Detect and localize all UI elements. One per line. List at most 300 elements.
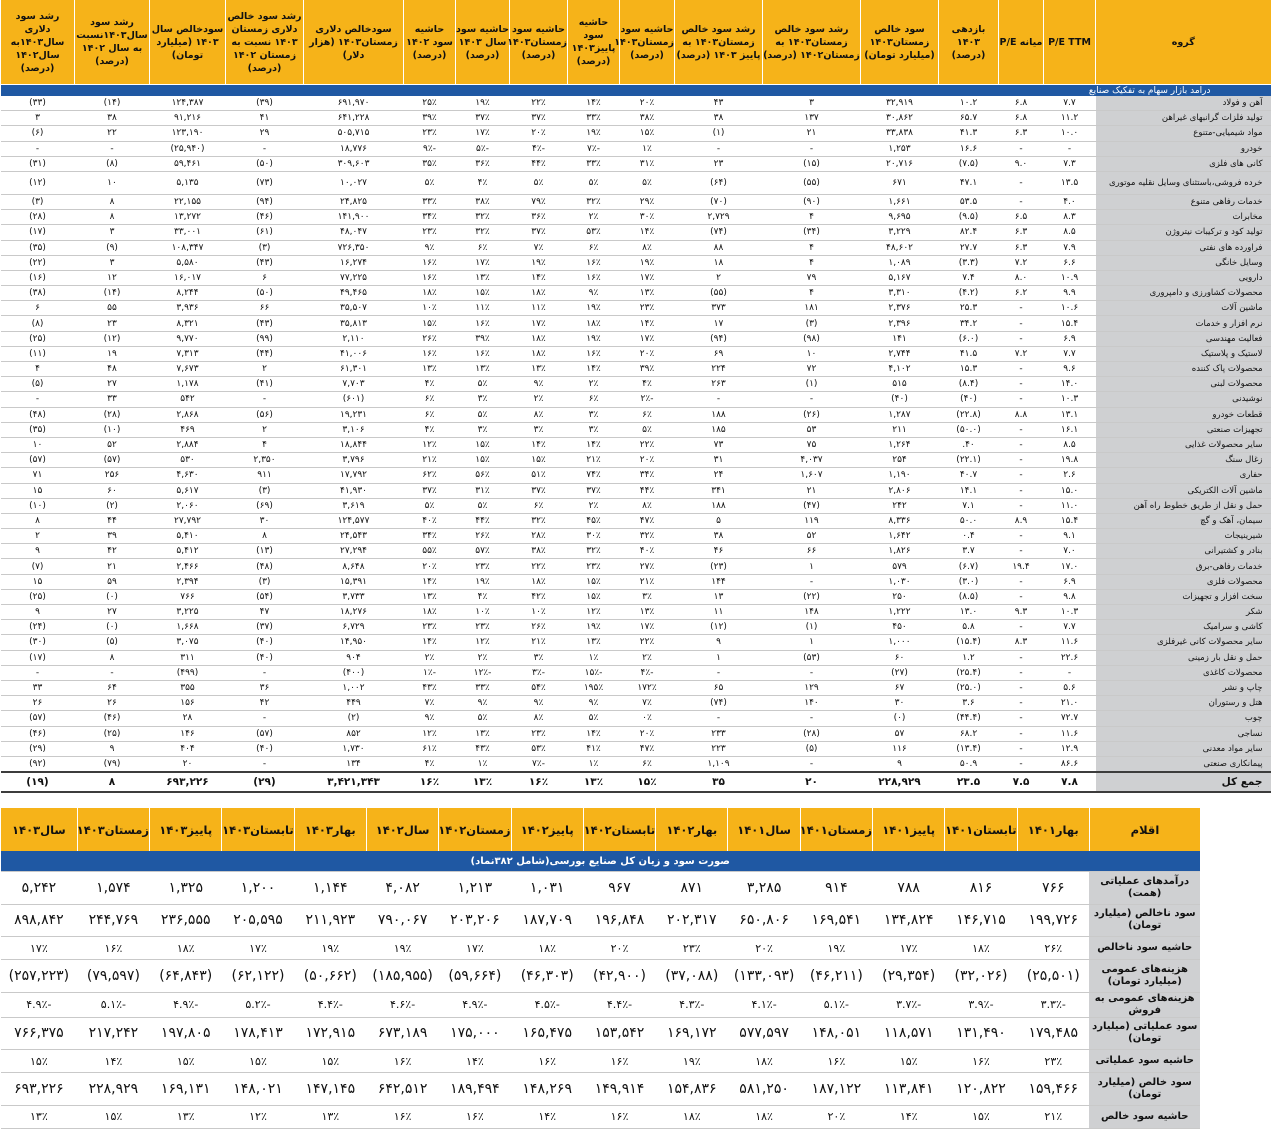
cell-col-7: ۱٪	[620, 141, 675, 156]
cell-col-5: (۳)	[763, 316, 861, 331]
cell-col-1: ۱۷.۰	[1044, 559, 1096, 574]
cell-col-4: ۶۷	[861, 680, 939, 695]
table-row	[1, 141, 1271, 156]
cell-col-13: -	[226, 756, 304, 772]
cell-col-5: (۱)	[763, 620, 861, 635]
cell-col-6: ۳۴۱	[675, 483, 763, 498]
total-col-11: ۱۶٪	[404, 772, 456, 792]
cell-col-12: ۱۷,۷۹۲	[304, 468, 404, 483]
cell-col-14: ۲۸	[150, 711, 226, 726]
cell-col-6: (۱)	[675, 126, 763, 141]
cell-col-9: ۱۵٪	[510, 453, 568, 468]
value-period-7: ۱۹۶,۸۴۸	[583, 904, 655, 937]
value-period-14: -۵.۱٪	[77, 992, 149, 1017]
cell-col-5: (۲۲)	[763, 589, 861, 604]
cell-col-10: ۱۷٪	[456, 255, 510, 270]
value-period-15: ۷۶۶,۳۷۵	[1, 1017, 78, 1050]
cell-col-1: ۴.۰	[1044, 194, 1096, 209]
cell-col-5: ۱۴۸	[763, 605, 861, 620]
cell-col-13: ۲,۳۵۰	[226, 453, 304, 468]
cell-col-9: ۲۲٪	[510, 96, 568, 111]
cell-col-10: ۴٪	[456, 171, 510, 194]
cell-col-1: ۱۹.۸	[1044, 453, 1096, 468]
cell-col-2: ۶.۳	[999, 126, 1044, 141]
cell-col-12: ۱۰,۰۲۷	[304, 171, 404, 194]
cell-col-8: ۷۴٪	[568, 468, 620, 483]
cell-col-7: ۴۷٪	[620, 513, 675, 528]
value-period-11: ۱۳٪	[294, 1105, 366, 1128]
industry-name: دارویی	[1096, 270, 1271, 285]
cell-col-11: ۱۵٪	[404, 316, 456, 331]
cell-col-5: (۵۵)	[763, 171, 861, 194]
cell-col-15: ۶۰	[75, 483, 150, 498]
cell-col-14: ۱۴۶	[150, 726, 226, 741]
total-col-9: ۱۶٪	[510, 772, 568, 792]
cell-col-15: (۹)	[75, 240, 150, 255]
cell-col-12: ۳۰۹,۶۰۳	[304, 156, 404, 171]
cell-col-4: ۶۷۱	[861, 171, 939, 194]
value-period-15: ۱۳٪	[1, 1105, 78, 1128]
cell-col-14: ۵,۱۳۵	[150, 171, 226, 194]
cell-col-3: ۰.۴	[939, 529, 999, 544]
cell-col-2: -	[999, 316, 1044, 331]
cell-col-13: (۶۹)	[226, 498, 304, 513]
cell-col-15: ۹	[75, 741, 150, 756]
industry-name: وسایل خانگی	[1096, 255, 1271, 270]
cell-col-12: ۱,۰۰۲	[304, 680, 404, 695]
cell-col-7: ۱۴٪	[620, 316, 675, 331]
cell-col-10: ۳۷٪	[456, 111, 510, 126]
value-period-9: ۲۰۳,۲۰۶	[439, 904, 511, 937]
cell-col-5: (۴۷)	[763, 498, 861, 513]
industry-name: فراورده های نفتی	[1096, 240, 1271, 255]
cell-col-3: (۶.۰)	[939, 331, 999, 346]
header-col-8: حاشیه سود پاییز۱۴۰۳ (درصد)	[568, 0, 620, 85]
cell-col-7: ۰٪	[620, 711, 675, 726]
cell-col-2: -	[999, 589, 1044, 604]
cell-col-9: ۱۳٪	[510, 362, 568, 377]
cell-col-14: ۳,۹۳۶	[150, 301, 226, 316]
cell-col-11: ۲۳٪	[404, 620, 456, 635]
cell-col-2: -	[999, 756, 1044, 772]
cell-col-16: (۱۲)	[1, 171, 75, 194]
cell-col-15: ۴۸	[75, 362, 150, 377]
value-period-12: ۲۰۵,۵۹۵	[222, 904, 294, 937]
cell-col-14: ۵۹,۴۶۱	[150, 156, 226, 171]
cell-col-2: ۹.۳	[999, 605, 1044, 620]
cell-col-8: ۲۳٪	[568, 559, 620, 574]
value-period-10: ۱۶٪	[366, 1050, 438, 1073]
cell-col-7: ۱۳٪	[620, 605, 675, 620]
cell-col-14: ۱,۶۶۸	[150, 620, 226, 635]
cell-col-14: ۵,۴۱۰	[150, 529, 226, 544]
cell-col-4: ۶۰	[861, 650, 939, 665]
cell-col-15: (۲۵)	[75, 726, 150, 741]
cell-col-9: ۲۶٪	[510, 620, 568, 635]
cell-col-6: ۶۹	[675, 346, 763, 361]
cell-col-3: ۴۱.۵	[939, 346, 999, 361]
cell-col-2: -	[999, 362, 1044, 377]
industry-name: حمل و نقل بار زمینی	[1096, 650, 1271, 665]
industry-name: شکر	[1096, 605, 1271, 620]
cell-col-3: (۹.۵)	[939, 210, 999, 225]
cell-col-13: ۳۰	[226, 513, 304, 528]
value-period-7: ۱۶٪	[583, 1105, 655, 1128]
cell-col-1: ۱۰.۶	[1044, 301, 1096, 316]
cell-col-15: (۷۹)	[75, 756, 150, 772]
cell-col-10: ۴۳٪	[456, 741, 510, 756]
cell-col-12: ۳,۷۹۶	[304, 453, 404, 468]
cell-col-2: ۹.۰	[999, 156, 1044, 171]
value-period-6: ۲۳٪	[656, 937, 728, 960]
cell-col-15: ۱۹	[75, 346, 150, 361]
cell-col-11: ۴۳٪	[404, 680, 456, 695]
value-period-9: ۱۴٪	[439, 1050, 511, 1073]
cell-col-3: ۵۳.۵	[939, 194, 999, 209]
value-period-10: ۱۹٪	[366, 937, 438, 960]
value-period-3: ۱۴٪	[873, 1105, 945, 1128]
table-row	[1, 210, 1271, 225]
cell-col-16: (۳۳)	[1, 96, 75, 111]
table-row	[1, 589, 1271, 604]
total-row	[1, 772, 1271, 792]
total-col-7: ۱۵٪	[620, 772, 675, 792]
table-row	[1, 498, 1271, 513]
table-row	[1, 422, 1271, 437]
industry-name: ماشین آلات	[1096, 301, 1271, 316]
cell-col-7: ۱۵٪	[620, 126, 675, 141]
cell-col-5: ۱۰	[763, 346, 861, 361]
cell-col-3: ۱۴.۱	[939, 483, 999, 498]
cell-col-13: (۴۰)	[226, 741, 304, 756]
cell-col-1: ۸.۵	[1044, 225, 1096, 240]
cell-col-6: ۷۳	[675, 437, 763, 452]
value-period-11: ۱۹٪	[294, 937, 366, 960]
cell-col-12: ۷۲۶,۳۵۰	[304, 240, 404, 255]
cell-col-15: ۲۳	[75, 316, 150, 331]
cell-col-6: (۱۲)	[675, 620, 763, 635]
header-col-16: رشد سود دلاری سال۱۴۰۳به سال۱۴۰۲ (درصد)	[1, 0, 75, 85]
cell-col-1: ۹.۶	[1044, 362, 1096, 377]
cell-col-14: ۱,۱۷۸	[150, 377, 226, 392]
industry-name: نساجی	[1096, 726, 1271, 741]
cell-col-12: ۸,۶۴۸	[304, 559, 404, 574]
value-period-6: ۱۶۹,۱۷۲	[656, 1017, 728, 1050]
cell-col-1: ۲۲.۶	[1044, 650, 1096, 665]
cell-col-5: ۵۲	[763, 529, 861, 544]
cell-col-2: -	[999, 141, 1044, 156]
cell-col-6: ۲,۷۲۹	[675, 210, 763, 225]
cell-col-6: ۹	[675, 635, 763, 650]
cell-col-4: ۲۱۱	[861, 422, 939, 437]
cell-col-2: ۸.۸	[999, 407, 1044, 422]
cell-col-8: ۴۱٪	[568, 741, 620, 756]
cell-col-4: ۵۷۹	[861, 559, 939, 574]
header-period-13: پاییز۱۴۰۳	[150, 808, 222, 851]
value-period-4: ۱۴۸,۰۵۱	[800, 1017, 872, 1050]
cell-col-1: ۸.۳	[1044, 210, 1096, 225]
cell-col-4: ۳۰	[861, 696, 939, 711]
cell-col-15: ۲۷	[75, 605, 150, 620]
cell-col-6: ۱	[675, 650, 763, 665]
value-period-5: -۴.۱٪	[728, 992, 800, 1017]
cell-col-11: ۳۵٪	[404, 156, 456, 171]
industry-name: لاستیک و پلاستیک	[1096, 346, 1271, 361]
table-row	[1, 726, 1271, 741]
cell-col-7: ۲۲٪	[620, 437, 675, 452]
value-period-11: (۵۰,۶۶۲)	[294, 960, 366, 993]
header-period-12: تابستان۱۴۰۳	[222, 808, 294, 851]
table-row	[1, 483, 1271, 498]
cell-col-1: ۷.۳	[1044, 156, 1096, 171]
cell-col-4: ۵۱۵	[861, 377, 939, 392]
cell-col-14: ۴۰۴	[150, 741, 226, 756]
cell-col-3: (۸.۵)	[939, 589, 999, 604]
cell-col-8: ۹٪	[568, 286, 620, 301]
cell-col-4: ۲۵۴	[861, 453, 939, 468]
cell-col-13: (۱۳)	[226, 544, 304, 559]
cell-col-16: (۳۵)	[1, 422, 75, 437]
cell-col-5: ۷۲	[763, 362, 861, 377]
cell-col-15: ۲۷	[75, 377, 150, 392]
cell-col-6: ۲۳	[675, 156, 763, 171]
cell-col-11: ۲۶٪	[404, 331, 456, 346]
value-period-7: ۱۵۳,۵۴۲	[583, 1017, 655, 1050]
value-period-11: ۱۵٪	[294, 1050, 366, 1073]
cell-col-7: ۸٪	[620, 498, 675, 513]
cell-col-14: ۲,۴۶۶	[150, 559, 226, 574]
value-period-3: -۳.۷٪	[873, 992, 945, 1017]
value-period-3: ۱۱۸,۵۷۱	[873, 1017, 945, 1050]
cell-col-13: (۳)	[226, 240, 304, 255]
industry-name: حمل و نقل از طریق خطوط راه آهن	[1096, 498, 1271, 513]
value-period-7: ۱۴۹,۹۱۴	[583, 1073, 655, 1106]
cell-col-16: (۲۵)	[1, 589, 75, 604]
cell-col-6: (۹۴)	[675, 331, 763, 346]
cell-col-14: (۲۵,۹۴۰)	[150, 141, 226, 156]
cell-col-12: (۲)	[304, 711, 404, 726]
value-period-4: ۱۶٪	[800, 1050, 872, 1073]
cell-col-12: ۴۱,۹۳۰	[304, 483, 404, 498]
cell-col-9: ۳۸٪	[510, 544, 568, 559]
value-period-13: ۱۳٪	[150, 1105, 222, 1128]
value-period-4: ۱۶۹,۵۴۱	[800, 904, 872, 937]
cell-col-4: (۴۰)	[861, 392, 939, 407]
cell-col-1: ۷.۷	[1044, 620, 1096, 635]
table-row	[1, 529, 1271, 544]
cell-col-12: ۷۷,۲۲۵	[304, 270, 404, 285]
cell-col-14: ۳۱۱	[150, 650, 226, 665]
cell-col-14: ۷,۳۱۳	[150, 346, 226, 361]
cell-col-4: ۱,۲۲۲	[861, 605, 939, 620]
cell-col-14: ۲,۳۹۴	[150, 574, 226, 589]
cell-col-3: (۴۰)	[939, 392, 999, 407]
cell-col-14: ۲۰	[150, 756, 226, 772]
cell-col-11: ۳۴٪	[404, 210, 456, 225]
cell-col-13: (۴۳)	[226, 255, 304, 270]
cell-col-14: ۴۶۹	[150, 422, 226, 437]
header-period-9: زمستان۱۴۰۲	[439, 808, 511, 851]
table-row	[1, 437, 1271, 452]
item-label: سود عملیاتی (میلیارد تومان)	[1089, 1017, 1200, 1050]
cell-col-7: ۳۲٪	[620, 529, 675, 544]
table-row	[1, 286, 1271, 301]
cell-col-13: ۶	[226, 270, 304, 285]
cell-col-4: ۱,۰۳۰	[861, 574, 939, 589]
cell-col-7: ۴۷٪	[620, 741, 675, 756]
cell-col-12: ۶۴۱,۲۲۸	[304, 111, 404, 126]
cell-col-15: (۱۲)	[75, 331, 150, 346]
cell-col-3: ۳.۶	[939, 696, 999, 711]
cell-col-6: ۱۸	[675, 255, 763, 270]
header-period-4: زمستان۱۴۰۱	[800, 808, 872, 851]
cell-col-4: ۱,۰۸۹	[861, 255, 939, 270]
value-period-13: ۱۹۷,۸۰۵	[150, 1017, 222, 1050]
cell-col-14: ۳۵۵	[150, 680, 226, 695]
value-period-15: ۸۹۸,۸۴۲	[1, 904, 78, 937]
value-period-13: (۶۴,۸۴۳)	[150, 960, 222, 993]
cell-col-8: ۱۹٪	[568, 331, 620, 346]
cell-col-13: (۴۱)	[226, 377, 304, 392]
header-col-11: حاشیه سود ۱۴۰۲ (درصد)	[404, 0, 456, 85]
cell-col-9: ۹٪	[510, 377, 568, 392]
cell-col-7: ۱۷٪	[620, 331, 675, 346]
cell-col-9: ۱۸٪	[510, 286, 568, 301]
cell-col-6: ۱۸۵	[675, 422, 763, 437]
cell-col-10: ۲۶٪	[456, 529, 510, 544]
cell-col-15: -	[75, 665, 150, 680]
cell-col-2: -	[999, 741, 1044, 756]
cell-col-8: ۱۲٪	[568, 605, 620, 620]
item-label: درآمدهای عملیاتی (همت)	[1089, 872, 1200, 905]
cell-col-13: ۴۱	[226, 111, 304, 126]
header-col-9: حاشیه سود زمستان۱۴۰۳ (درصد)	[510, 0, 568, 85]
cell-col-6: (۷۴)	[675, 696, 763, 711]
cell-col-7: ۴٪	[620, 377, 675, 392]
cell-col-10: ۱۷٪	[456, 126, 510, 141]
table-row	[1, 741, 1271, 756]
income-table-title	[1, 851, 1201, 872]
cell-col-3: ۷.۴	[939, 270, 999, 285]
cell-col-14: ۸,۲۴۴	[150, 286, 226, 301]
value-period-15: ۵,۲۴۲	[1, 872, 78, 905]
cell-col-12: ۱۸,۲۷۶	[304, 605, 404, 620]
cell-col-10: ۱۳٪	[456, 362, 510, 377]
value-period-9: (۵۹,۶۶۴)	[439, 960, 511, 993]
table-row	[1, 301, 1271, 316]
total-col-12: ۳,۴۲۱,۳۴۳	[304, 772, 404, 792]
cell-col-2: ۶.۲	[999, 286, 1044, 301]
cell-col-16: (۴۸)	[1, 407, 75, 422]
cell-col-14: ۱۳,۲۷۲	[150, 210, 226, 225]
cell-col-16: ۶	[1, 301, 75, 316]
cell-col-8: ۱۶٪	[568, 346, 620, 361]
total-label: جمع کل	[1096, 772, 1271, 792]
cell-col-10: ۱٪	[456, 756, 510, 772]
value-period-3: ۱۷٪	[873, 937, 945, 960]
cell-col-5: (۹۸)	[763, 331, 861, 346]
table-row	[1, 171, 1271, 194]
cell-col-7: ۲۰٪	[620, 453, 675, 468]
cell-col-9: ۷٪	[510, 240, 568, 255]
cell-col-9: ۱۴٪	[510, 270, 568, 285]
cell-col-9: ۳۷٪	[510, 111, 568, 126]
industry-name: خدمات رفاهی متنوع	[1096, 194, 1271, 209]
cell-col-2: -	[999, 650, 1044, 665]
cell-col-6: ۳۸	[675, 111, 763, 126]
cell-col-5: ۴	[763, 210, 861, 225]
value-period-14: ۱۶٪	[77, 937, 149, 960]
header-col-5: رشد سود خالص زمستان۱۴۰۳ به زمستان۱۴۰۲ (درصد)	[763, 0, 861, 85]
cell-col-10: -۱۲٪	[456, 665, 510, 680]
cell-col-12: ۳,۱۰۶	[304, 422, 404, 437]
cell-col-9: ۳۲٪	[510, 513, 568, 528]
table-row	[1, 872, 1201, 905]
cell-col-13: (۴۶)	[226, 210, 304, 225]
cell-col-8: ۳٪	[568, 422, 620, 437]
industry-name: محصولات کاغذی	[1096, 665, 1271, 680]
value-period-8: ۱۶٪	[511, 1050, 583, 1073]
cell-col-3: ۴۷.۱	[939, 171, 999, 194]
value-period-13: ۱۶۹,۱۳۱	[150, 1073, 222, 1106]
cell-col-9: ۴۲٪	[510, 589, 568, 604]
cell-col-12: ۶۱,۳۰۱	[304, 362, 404, 377]
item-label: هزینه‌های عمومی به فروش	[1089, 992, 1200, 1017]
cell-col-7: ۵٪	[620, 171, 675, 194]
cell-col-15: ۲۲	[75, 126, 150, 141]
cell-col-5: (۲۶)	[763, 407, 861, 422]
cell-col-11: ۵٪	[404, 171, 456, 194]
table-row	[1, 960, 1201, 993]
cell-col-4: ۲۵۰	[861, 589, 939, 604]
cell-col-6: ۱۴۴	[675, 574, 763, 589]
cell-col-13: (۵۷)	[226, 726, 304, 741]
cell-col-3: ۴۰.	[939, 437, 999, 452]
table-row	[1, 392, 1271, 407]
cell-col-14: ۵۳۰	[150, 453, 226, 468]
cell-col-9: ۹٪	[510, 696, 568, 711]
cell-col-6: ۲۴	[675, 468, 763, 483]
cell-col-11: ۶٪	[404, 407, 456, 422]
cell-col-3: ۵.۸	[939, 620, 999, 635]
value-period-14: ۲۲۸,۹۲۹	[77, 1073, 149, 1106]
cell-col-10: ۹٪	[456, 696, 510, 711]
cell-col-4: ۳,۳۱۰	[861, 286, 939, 301]
value-period-3: ۷۸۸	[873, 872, 945, 905]
cell-col-10: ۱۱٪	[456, 301, 510, 316]
total-col-10: ۱۳٪	[456, 772, 510, 792]
cell-col-7: -۴٪	[620, 665, 675, 680]
cell-col-6: ۱۸۸	[675, 498, 763, 513]
cell-col-16: ۲۶	[1, 696, 75, 711]
cell-col-10: ۳٪	[456, 422, 510, 437]
industry-name: خدمات رفاهی-برق	[1096, 559, 1271, 574]
cell-col-9: ۵۴٪	[510, 680, 568, 695]
value-period-2: ۱۶٪	[945, 1050, 1017, 1073]
cell-col-6: ۱۷	[675, 316, 763, 331]
cell-col-1: ۱۳.۵	[1044, 171, 1096, 194]
cell-col-13: (۹۴)	[226, 194, 304, 209]
cell-col-9: ۳۷٪	[510, 225, 568, 240]
cell-col-2: ۷.۲	[999, 346, 1044, 361]
cell-col-13: (۴۰)	[226, 635, 304, 650]
cell-col-9: ۸٪	[510, 711, 568, 726]
cell-col-13: ۲	[226, 362, 304, 377]
industry-name: مواد شیمیایی-متنوع	[1096, 126, 1271, 141]
cell-col-6: ۸۸	[675, 240, 763, 255]
industry-name: سایر مواد معدنی	[1096, 741, 1271, 756]
cell-col-11: ۱۰٪	[404, 301, 456, 316]
